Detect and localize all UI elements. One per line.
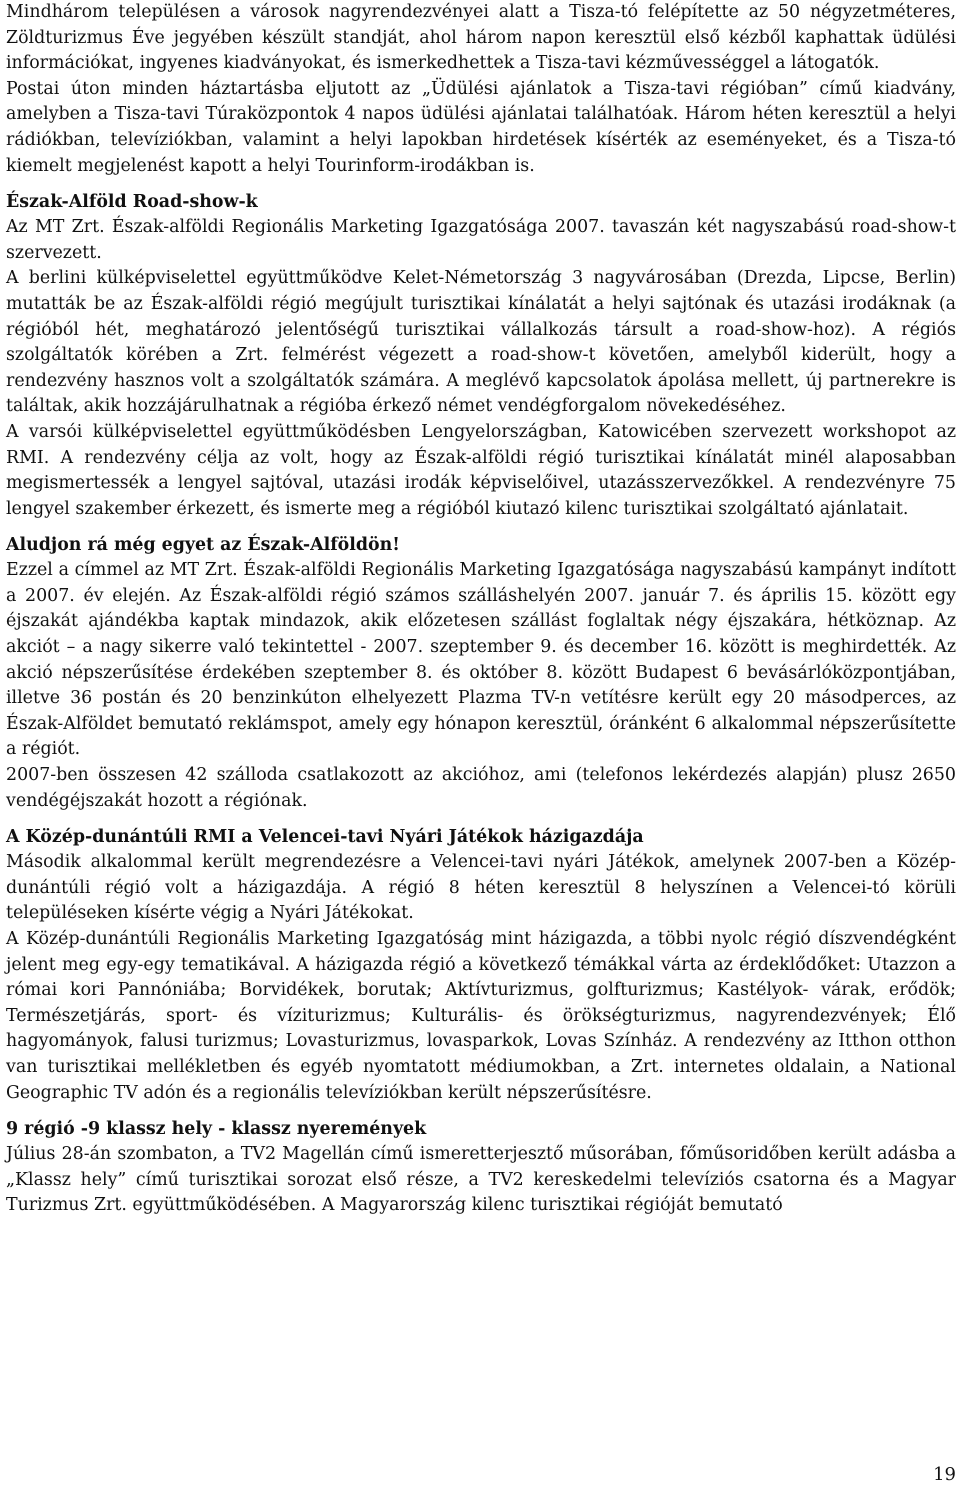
section-heading-road-show: Észak-Alföld Road-show-k [6, 192, 258, 213]
section-gap [6, 1106, 956, 1116]
document-page [6, 0, 956, 1219]
section-heading-velencei: A Közép-dunántúli RMI a Velencei-tavi Nyári Játékok házigazdája [6, 827, 644, 848]
paragraph-aludjon-2: 2007-ben összesen 42 szálloda csatlakozott az akcióhoz, ami (telefonos lekérdezés alapján) plusz 2650 vendégéjszakát hozott a régiónak. [6, 765, 956, 811]
paragraph-intro-1: Mindhárom településen a városok nagyrendezvényei alatt a Tisza-tó felépítette az 50 négyzetméteres, Zöldturizmus Éve jegyében készült standját, ahol három napon keresztül első kézből kaphattak üdülési információkat, ingyenes kiadványokat, és ismerkedhettek a Tisza-tavi kézművességgel a látogatók. [6, 2, 956, 74]
section-gap [6, 522, 956, 532]
paragraph-aludjon-1: Ezzel a címmel az MT Zrt. Észak-alföldi Regionális Marketing Igazgatósága nagyszabású kampányt indított a 2007. év elején. Az Észak-alföldi régió számos szálláshelyén 2007. január 7. és április 15. között egy éjszakát ajándékba kaptak mindazok, akik előzetesen szállást foglaltak négy éjszakára, hétköznap. Az akciót – a nagy sikerre való tekintettel - 2007. szeptember 9. és december 16. között is meghirdették. Az akció népszerűsítése érdekében szeptember 8. és október 8. között Budapest 6 bevásárlóközpontjában, illetve 36 postán és 20 benzinkúton elhelyezett Plazma TV-n vetítésre került egy 20 másodperces, az Észak-Alföldet bemutató reklámspot, amely egy hónapon keresztül, óránként 6 alkalommal népszerűsítette a régiót. [6, 560, 956, 760]
section-heading-aludjon: Aludjon rá még egyet az Észak-Alföldön! [6, 535, 400, 556]
section-heading-klassz: 9 régió -9 klassz hely - klassz nyeremények [6, 1119, 427, 1140]
paragraph-road-show-2: A berlini külképviselettel együttműködve Kelet-Németország 3 nagyvárosában (Drezda, Lipcse, Berlin) mutatták be az Észak-alföldi régió megújult turisztikai kínálatát a helyi sajtónak és utazási irodáknak (a régióból hét, meghatározó jelentőségű turisztikai vállalkozás társult a road-show-hoz). A régiós szolgáltatók körében a Zrt. felmérést végezett a road-show-t követően, amelyből kiderült, hogy a rendezvény hasznos volt a szolgáltatók számára. A meglévő kapcsolatok ápolása mellett, új partnerekre is találtak, akik hozzájárulhatnak a régióba érkező német vendégforgalom növekedéséhez. [6, 268, 956, 417]
paragraph-intro-2: Postai úton minden háztartásba eljutott az „Üdülési ajánlatok a Tisza-tavi régióban” című kiadvány, amelyben a Tisza-tavi Túraközpontok 4 napos üdülési ajánlatai találhatóak. Három héten keresztül a helyi rádiókban, televíziókban, valamint a helyi lapokban hirdetések kísérték az eseményeket, és a Tisza-tó kiemelt megjelenést kapott a helyi Tourinform-irodákban is. [6, 78, 956, 176]
paragraph-klassz-1: Július 28-án szombaton, a TV2 Magellán című ismeretterjesztő műsorában, főműsoridőben került adásba a „Klassz hely” című turisztikai sorozat első része, a TV2 kereskedelmi televíziós csatorna és a Magyar Turizmus Zrt. együttműködésében. A Magyarország kilenc turisztikai régióját bemutató [6, 1144, 956, 1216]
paragraph-velencei-1: Második alkalommal került megrendezésre a Velencei-tavi nyári Játékok, amelynek 2007-ben a Közép-dunántúli régió volt a házigazdája. A régió 8 héten keresztül 8 helyszínen a Velencei-tó körüli településeken kísérte végig a Nyári Játékokat. [6, 852, 956, 924]
section-gap [6, 179, 956, 189]
paragraph-road-show-1: Az MT Zrt. Észak-alföldi Regionális Marketing Igazgatósága 2007. tavaszán két nagyszabású road-show-t szervezett. [6, 217, 956, 263]
page-number: 19 [933, 1464, 956, 1485]
section-gap [6, 814, 956, 824]
paragraph-road-show-3: A varsói külképviselettel együttműködésben Lengyelországban, Katowicében szervezett workshopot az RMI. A rendezvény célja az volt, hogy az Észak-alföldi régió turisztikai kínálatát minél alaposabban megismertessék a lengyel sajtóval, utazási irodák képviselőivel, utazásszervezőkkel. A rendezvényre 75 lengyel szakember érkezett, és ismerte meg a régióból kiutazó kilenc turisztikai szolgáltató ajánlatait. [6, 421, 956, 519]
paragraph-velencei-2: A Közép-dunántúli Regionális Marketing Igazgatóság mint házigazda, a többi nyolc régió díszvendégként jelent meg egy-egy tematikával. A házigazda régió a következő témákkal várta az érdeklődőket: Utazzon a római kori Pannóniába; Borvidékek, borutak; Aktívturizmus, golfturizmus; Kastélyok- várak, erődök; Természetjárás, sport- és víziturizmus; Kulturális- és örökségturizmus, nagyrendezvények; Élő hagyományok, falusi turizmus; Lovasturizmus, lovasparkok, Lovas Színház. A rendezvény az Itthon otthon van turisztikai mellékletben és egyéb nyomtatott médiumokban, a Zrt. internetes oldalain, a National Geographic TV adón és a regionális televíziókban került népszerűsítésre. [6, 929, 956, 1103]
